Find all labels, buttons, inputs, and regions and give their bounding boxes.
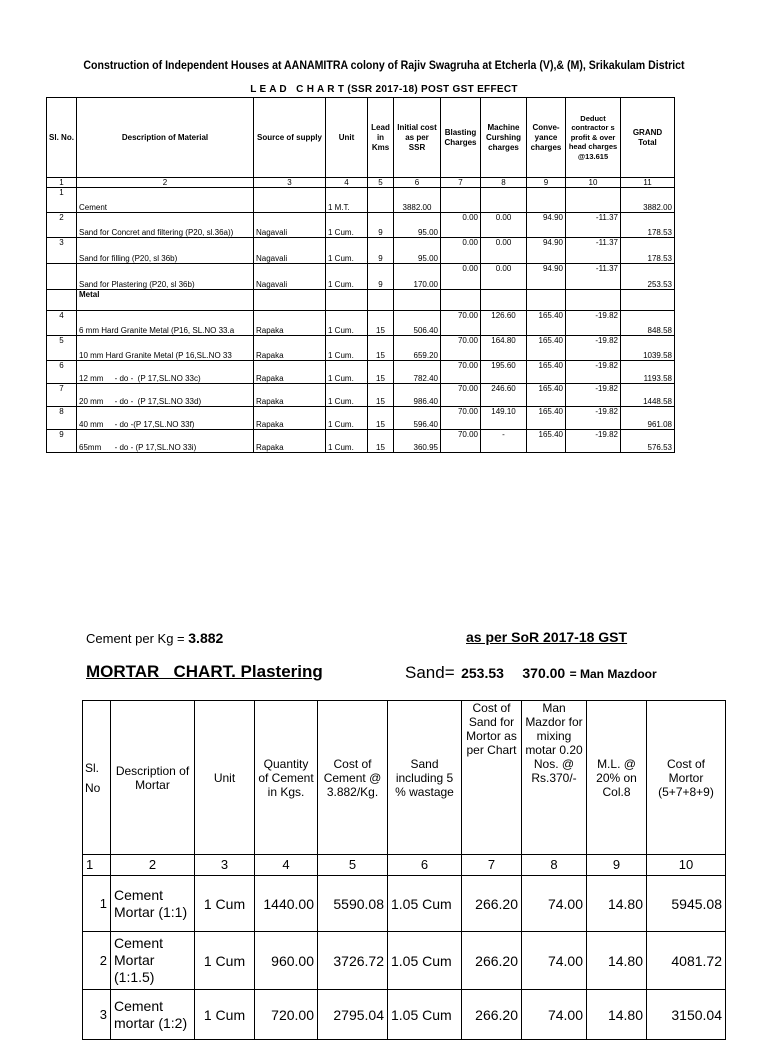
lead-cell-blasting: 70.00 — [441, 384, 481, 407]
mortar-cell-qty: 1440.00 — [255, 876, 318, 932]
lead-cell-lead: 9 — [368, 264, 394, 290]
lead-cell-source — [254, 188, 326, 213]
lead-row — [47, 407, 675, 430]
lead-header-cell: Conve-yance charges — [527, 98, 566, 178]
lead-cell-unit: 1 Cum. — [326, 384, 368, 407]
lead-cell-conv: 94.90 — [527, 213, 566, 238]
lead-cell-blasting: 70.00 — [441, 361, 481, 384]
lead-cell-conv: 165.40 — [527, 407, 566, 430]
lead-cell-deduct: -11.37 — [566, 238, 621, 264]
lead-cell-blasting — [441, 188, 481, 213]
lead-cell-machine: 0.00 — [481, 264, 527, 290]
lead-cell-conv: 94.90 — [527, 238, 566, 264]
lead-cell-sl: 1 — [47, 188, 77, 213]
lead-row — [47, 264, 675, 290]
lead-cell-deduct: -19.82 — [566, 361, 621, 384]
lead-cell-deduct — [566, 188, 621, 213]
lead-cell-initial: 506.40 — [394, 311, 441, 336]
lead-cell-machine: 164.80 — [481, 336, 527, 361]
lead-cell-conv: 165.40 — [527, 384, 566, 407]
mortar-cell-sand: 1.05 Cum — [388, 990, 462, 1040]
lead-header-cell: Initial cost as per SSR — [394, 98, 441, 178]
lead-cell-lead — [368, 290, 394, 311]
mortar-header-cell: Man Mazdor for mixing motar 0.20 Nos. @ Rs.370/- — [522, 701, 587, 855]
lead-cell-unit: 1 Cum. — [326, 336, 368, 361]
lead-col-number: 7 — [441, 178, 481, 188]
lead-cell-source: Rapaka — [254, 361, 326, 384]
lead-chart-table — [46, 97, 675, 453]
mortar-cell-sand_cost: 266.20 — [462, 876, 522, 932]
mortar-col-number-row — [83, 855, 726, 876]
lead-cell-sl: 2 — [47, 213, 77, 238]
lead-cell-total: 848.58 — [621, 311, 675, 336]
lead-cell-machine — [481, 290, 527, 311]
lead-cell-lead: 15 — [368, 407, 394, 430]
lead-cell-machine: 149.10 — [481, 407, 527, 430]
mortar-cell-qty: 720.00 — [255, 990, 318, 1040]
lead-cell-blasting: 70.00 — [441, 311, 481, 336]
lead-cell-source: Rapaka — [254, 311, 326, 336]
mortar-cell-total: 5945.08 — [647, 876, 726, 932]
lead-cell-desc: Sand for Plastering (P20, sl 36b) — [77, 264, 254, 290]
lead-cell-lead: 15 — [368, 361, 394, 384]
lead-header-cell: Sl. No. — [47, 98, 77, 178]
mortar-cell-mazdoor: 74.00 — [522, 932, 587, 990]
mortar-cell-ml: 14.80 — [587, 876, 647, 932]
lead-cell-blasting: 70.00 — [441, 430, 481, 453]
mortar-header-cell: Sl. No — [83, 701, 111, 855]
lead-category-row — [47, 290, 675, 311]
lead-cell-sl — [47, 290, 77, 311]
lead-cell-lead: 15 — [368, 336, 394, 361]
mortar-header-row — [83, 701, 726, 855]
lead-chart-title — [0, 84, 768, 95]
mortar-col-number: 2 — [111, 855, 195, 876]
lead-cell-deduct: -19.82 — [566, 384, 621, 407]
mortar-col-number: 10 — [647, 855, 726, 876]
lead-header-cell: Unit — [326, 98, 368, 178]
lead-cell-deduct: -19.82 — [566, 336, 621, 361]
lead-row — [47, 188, 675, 213]
lead-cell-lead: 9 — [368, 238, 394, 264]
lead-cell-unit: 1 Cum. — [326, 430, 368, 453]
mortar-cell-sand_cost: 266.20 — [462, 932, 522, 990]
lead-cell-unit: 1 Cum. — [326, 311, 368, 336]
lead-cell-desc: Metal — [77, 290, 254, 311]
lead-cell-conv: 165.40 — [527, 361, 566, 384]
lead-cell-total: 1193.58 — [621, 361, 675, 384]
lead-cell-lead: 15 — [368, 311, 394, 336]
lead-cell-unit: 1 Cum. — [326, 361, 368, 384]
lead-chart-title-rest: (SSR 2017-18) POST GST EFFECT — [347, 84, 518, 95]
lead-row — [47, 213, 675, 238]
lead-cell-total: 178.53 — [621, 213, 675, 238]
lead-cell-desc: Sand for Concret and filtering (P20, sl.36a)) — [77, 213, 254, 238]
lead-cell-initial: 95.00 — [394, 238, 441, 264]
lead-cell-initial: 782.40 — [394, 361, 441, 384]
mazdoor-label: = Man Mazdoor — [569, 667, 657, 681]
lead-col-number: 10 — [566, 178, 621, 188]
lead-cell-machine: 0.00 — [481, 238, 527, 264]
lead-cell-total: 178.53 — [621, 238, 675, 264]
mortar-cell-desc: Cement Mortar (1:1.5) — [111, 932, 195, 990]
lead-cell-conv: 165.40 — [527, 336, 566, 361]
lead-col-number: 8 — [481, 178, 527, 188]
lead-cell-initial: 596.40 — [394, 407, 441, 430]
lead-cell-blasting: 0.00 — [441, 238, 481, 264]
lead-col-number: 2 — [77, 178, 254, 188]
mortar-header-cell: M.L. @ 20% on Col.8 — [587, 701, 647, 855]
document-title: Construction of Independent Houses at AANAMITRA colony of Rajiv Swagruha at Etcherla (V),& (M), Srikakulam District — [83, 60, 685, 72]
lead-col-number: 6 — [394, 178, 441, 188]
mortar-cell-desc: Cement mortar (1:2) — [111, 990, 195, 1040]
mortar-cell-sl: 2 — [83, 932, 111, 990]
mortar-header-cell: Cost of Cement @ 3.882/Kg. — [318, 701, 388, 855]
lead-cell-desc: 40 mm - do -(P 17,SL.NO 33f) — [77, 407, 254, 430]
lead-cell-source: Rapaka — [254, 336, 326, 361]
lead-cell-deduct: -19.82 — [566, 311, 621, 336]
lead-cell-machine: - — [481, 430, 527, 453]
cement-per-kg — [86, 630, 223, 646]
mortar-col-number: 1 — [83, 855, 111, 876]
lead-cell-initial: 3882.00 — [394, 188, 441, 213]
lead-cell-unit: 1 Cum. — [326, 264, 368, 290]
lead-cell-total — [621, 290, 675, 311]
cement-per-kg-label: Cement per Kg = — [86, 631, 185, 646]
mortar-row — [83, 876, 726, 932]
mortar-header-cell: Quantity of Cement in Kgs. — [255, 701, 318, 855]
lead-cell-lead: 9 — [368, 213, 394, 238]
lead-cell-unit — [326, 290, 368, 311]
cement-per-kg-value: 3.882 — [188, 630, 224, 646]
lead-cell-source — [254, 290, 326, 311]
lead-cell-deduct: -11.37 — [566, 213, 621, 238]
lead-cell-initial: 986.40 — [394, 384, 441, 407]
lead-cell-total: 576.53 — [621, 430, 675, 453]
lead-cell-desc: Cement — [77, 188, 254, 213]
lead-header-row — [47, 98, 675, 178]
mortar-cell-cost: 5590.08 — [318, 876, 388, 932]
mortar-cell-ml: 14.80 — [587, 990, 647, 1040]
lead-cell-desc: 20 mm - do - (P 17,SL.NO 33d) — [77, 384, 254, 407]
mortar-col-number: 8 — [522, 855, 587, 876]
lead-chart-title-spaced: L E A D C H A R T — [250, 84, 345, 95]
lead-cell-sl: 5 — [47, 336, 77, 361]
mortar-row — [83, 990, 726, 1040]
lead-cell-deduct: -19.82 — [566, 407, 621, 430]
mortar-cell-unit: 1 Cum — [195, 990, 255, 1040]
lead-row — [47, 238, 675, 264]
mortar-cell-desc: Cement Mortar (1:1) — [111, 876, 195, 932]
lead-cell-source: Rapaka — [254, 430, 326, 453]
lead-cell-desc: Sand for filling (P20, sl 36b) — [77, 238, 254, 264]
lead-col-number-row — [47, 178, 675, 188]
lead-cell-deduct: -11.37 — [566, 264, 621, 290]
lead-cell-total: 3882.00 — [621, 188, 675, 213]
lead-cell-initial: 360.95 — [394, 430, 441, 453]
mortar-row — [83, 932, 726, 990]
lead-cell-conv: 165.40 — [527, 430, 566, 453]
mortar-cell-sand: 1.05 Cum — [388, 876, 462, 932]
lead-cell-lead — [368, 188, 394, 213]
mortar-cell-sand_cost: 266.20 — [462, 990, 522, 1040]
lead-cell-lead: 15 — [368, 384, 394, 407]
lead-col-number: 4 — [326, 178, 368, 188]
sand-value: 253.53 — [461, 665, 504, 681]
lead-header-cell: Lead in Kms — [368, 98, 394, 178]
mortar-cell-cost: 2795.04 — [318, 990, 388, 1040]
lead-cell-machine: 195.60 — [481, 361, 527, 384]
lead-cell-initial: 659.20 — [394, 336, 441, 361]
lead-cell-source: Nagavali — [254, 238, 326, 264]
lead-cell-unit: 1 M.T. — [326, 188, 368, 213]
lead-cell-desc: 12 mm - do - (P 17,SL.NO 33c) — [77, 361, 254, 384]
lead-cell-sl: 9 — [47, 430, 77, 453]
lead-cell-sl: 6 — [47, 361, 77, 384]
mortar-cell-sl: 1 — [83, 876, 111, 932]
mortar-cell-qty: 960.00 — [255, 932, 318, 990]
mortar-cell-sand: 1.05 Cum — [388, 932, 462, 990]
lead-cell-deduct — [566, 290, 621, 311]
lead-cell-machine: 0.00 — [481, 213, 527, 238]
mazdoor-value: 370.00 — [522, 665, 566, 681]
lead-cell-blasting: 0.00 — [441, 213, 481, 238]
lead-header-cell: Deduct contractor s profit & over head charges @13.615 — [566, 98, 621, 178]
lead-cell-machine — [481, 188, 527, 213]
mortar-col-number: 5 — [318, 855, 388, 876]
lead-cell-blasting: 70.00 — [441, 336, 481, 361]
lead-cell-source: Nagavali — [254, 213, 326, 238]
mortar-header-cell: Cost of Sand for Mortor as per Chart — [462, 701, 522, 855]
lead-header-cell: Blasting Charges — [441, 98, 481, 178]
lead-header-cell: Machine Curshing charges — [481, 98, 527, 178]
lead-cell-sl: 8 — [47, 407, 77, 430]
lead-col-number: 3 — [254, 178, 326, 188]
lead-cell-machine: 126.60 — [481, 311, 527, 336]
mortar-cell-total: 4081.72 — [647, 932, 726, 990]
mortar-col-number: 7 — [462, 855, 522, 876]
mortar-cell-unit: 1 Cum — [195, 932, 255, 990]
lead-cell-conv — [527, 188, 566, 213]
lead-cell-initial: 170.00 — [394, 264, 441, 290]
lead-header-cell: GRAND Total — [621, 98, 675, 178]
mortar-header-cell: Description of Mortar — [111, 701, 195, 855]
lead-col-number: 5 — [368, 178, 394, 188]
sor-note: as per SoR 2017-18 GST — [466, 629, 628, 645]
lead-cell-total: 961.08 — [621, 407, 675, 430]
lead-cell-unit: 1 Cum. — [326, 407, 368, 430]
lead-cell-desc: 10 mm Hard Granite Metal (P 16,SL.NO 33 — [77, 336, 254, 361]
lead-row — [47, 384, 675, 407]
lead-cell-sl — [47, 264, 77, 290]
lead-cell-deduct: -19.82 — [566, 430, 621, 453]
mortar-cell-mazdoor: 74.00 — [522, 876, 587, 932]
lead-row — [47, 361, 675, 384]
lead-cell-source: Rapaka — [254, 407, 326, 430]
lead-cell-desc: 6 mm Hard Granite Metal (P16, SL.NO 33.a — [77, 311, 254, 336]
lead-cell-source: Nagavali — [254, 264, 326, 290]
mortar-cell-mazdoor: 74.00 — [522, 990, 587, 1040]
lead-cell-lead: 15 — [368, 430, 394, 453]
mortar-cell-sl: 3 — [83, 990, 111, 1040]
mortar-chart-table — [82, 700, 726, 1040]
lead-cell-unit: 1 Cum. — [326, 238, 368, 264]
mortar-cell-cost: 3726.72 — [318, 932, 388, 990]
lead-col-number: 9 — [527, 178, 566, 188]
mortar-col-number: 4 — [255, 855, 318, 876]
lead-cell-sl: 7 — [47, 384, 77, 407]
lead-header-cell: Description of Material — [77, 98, 254, 178]
mortar-col-number: 3 — [195, 855, 255, 876]
lead-cell-total: 1039.58 — [621, 336, 675, 361]
mortar-header-cell: Unit — [195, 701, 255, 855]
mortar-header-cell: Sand including 5 % wastage — [388, 701, 462, 855]
mortar-col-number: 9 — [587, 855, 647, 876]
lead-cell-conv: 94.90 — [527, 264, 566, 290]
lead-row — [47, 311, 675, 336]
lead-header-cell: Source of supply — [254, 98, 326, 178]
mortar-header-cell: Cost of Mortor (5+7+8+9) — [647, 701, 726, 855]
lead-cell-machine: 246.60 — [481, 384, 527, 407]
lead-cell-total: 253.53 — [621, 264, 675, 290]
lead-cell-initial — [394, 290, 441, 311]
mortar-title: MORTAR CHART. Plastering — [86, 662, 323, 681]
lead-row — [47, 430, 675, 453]
mortar-cell-total: 3150.04 — [647, 990, 726, 1040]
lead-row — [47, 336, 675, 361]
lead-cell-unit: 1 Cum. — [326, 213, 368, 238]
lead-cell-sl: 4 — [47, 311, 77, 336]
lead-cell-blasting — [441, 290, 481, 311]
lead-cell-sl: 3 — [47, 238, 77, 264]
lead-cell-desc: 65mm - do - (P 17,SL.NO 33i) — [77, 430, 254, 453]
lead-col-number: 1 — [47, 178, 77, 188]
lead-cell-conv: 165.40 — [527, 311, 566, 336]
lead-cell-blasting: 70.00 — [441, 407, 481, 430]
mortar-cell-ml: 14.80 — [587, 932, 647, 990]
lead-cell-blasting: 0.00 — [441, 264, 481, 290]
lead-cell-source: Rapaka — [254, 384, 326, 407]
sand-label: Sand= — [405, 663, 455, 682]
lead-cell-conv — [527, 290, 566, 311]
mortar-col-number: 6 — [388, 855, 462, 876]
sand-rate — [405, 663, 657, 683]
lead-col-number: 11 — [621, 178, 675, 188]
lead-cell-total: 1448.58 — [621, 384, 675, 407]
mortar-cell-unit: 1 Cum — [195, 876, 255, 932]
lead-cell-initial: 95.00 — [394, 213, 441, 238]
